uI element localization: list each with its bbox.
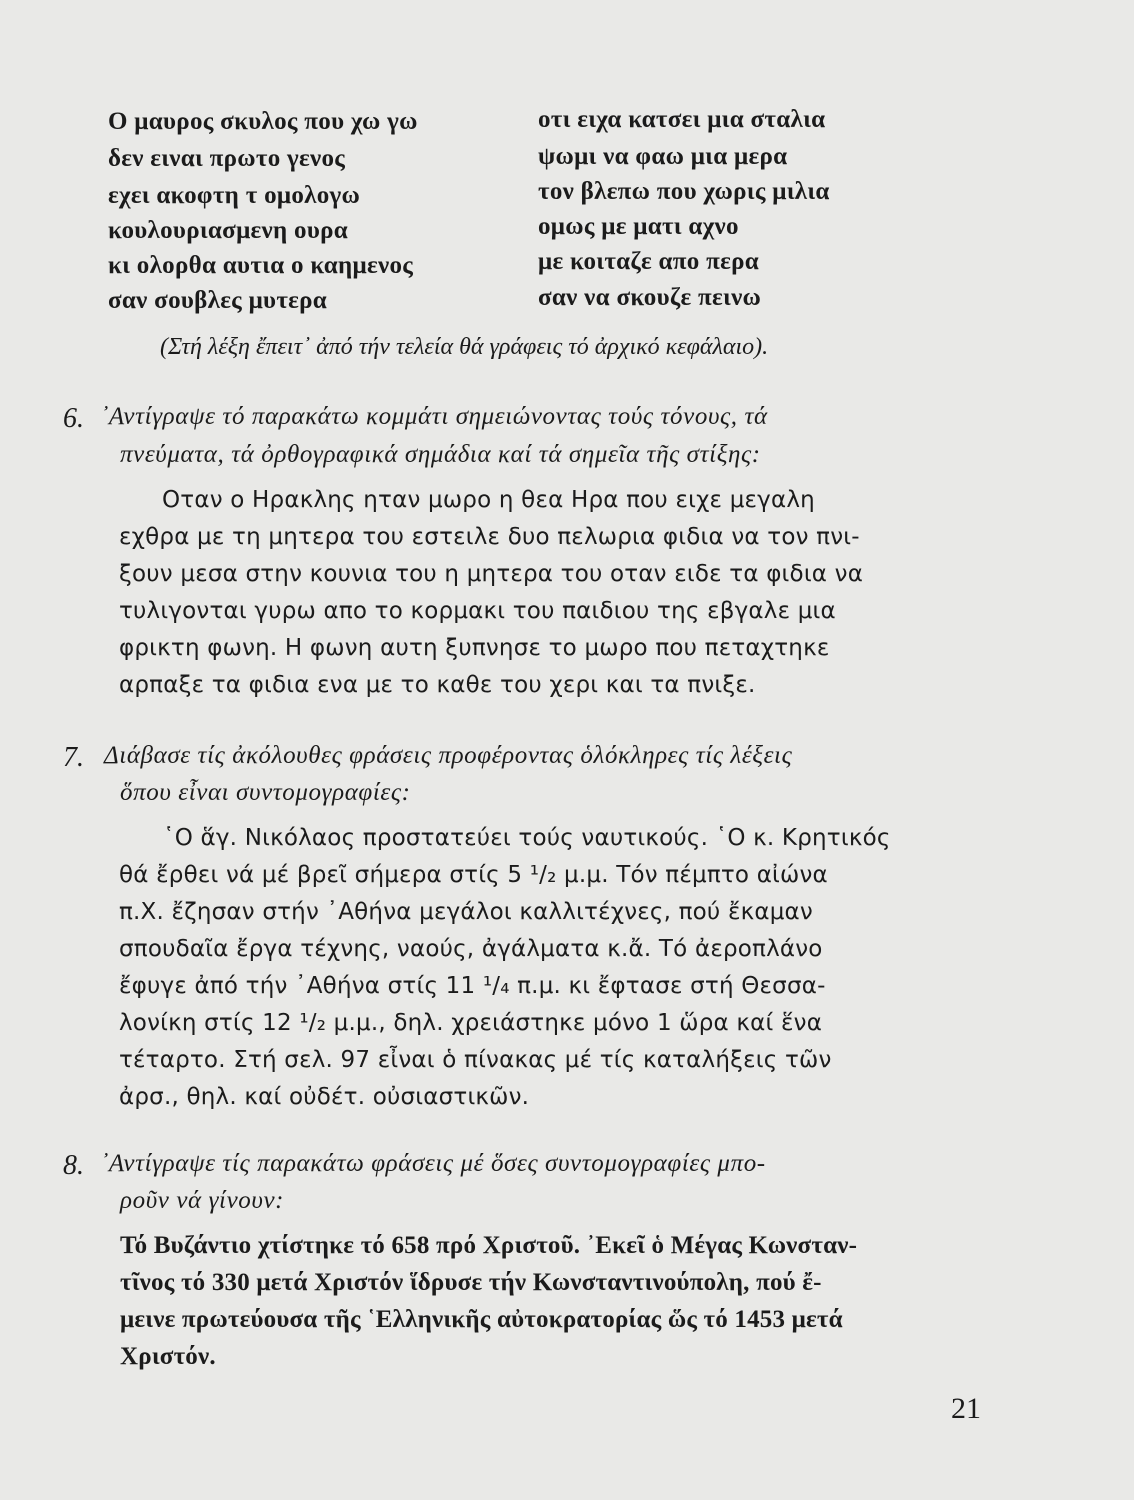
poem-left-line: σαν σουβλες μυτερα: [108, 287, 328, 314]
exercise-8-number: 8.: [63, 1150, 84, 1181]
poem-right-line: οτι ειχα κατσει μια σταλια: [538, 106, 826, 133]
poem-left-line: κουλουριασμενη ουρα: [108, 217, 349, 244]
exercise-8-instruction: ροῦν νά γίνουν:: [120, 1187, 285, 1214]
exercise-8-text-line: μεινε πρωτεύουσα τῆς ῾Ελληνικῆς αὐτοκρατορίας ὥς τό 1453 μετά: [120, 1306, 843, 1333]
exercise-8-text-line: Χριστόν.: [120, 1343, 216, 1370]
poem-right-line: με κοιταζε απο περα: [538, 248, 760, 275]
exercise-8-text-line: τῖνος τό 330 μετά Χριστόν ἵδρυσε τήν Κωνσταντινούπολη, πού ἔ-: [120, 1269, 822, 1296]
exercise-7-instruction: ὅπου εἶναι συντομογραφίες:: [120, 779, 411, 806]
exercise-7-text-line: τέταρτο. Στή σελ. 97 εἶναι ὁ πίνακας μέ τίς καταλήξεις τῶν: [119, 1047, 832, 1073]
exercise-7-text-line: ῾Ο ἅγ. Νικόλαος προστατεύει τούς ναυτικούς. ῾Ο κ. Κρητικός: [163, 825, 891, 851]
poem-right-line: ψωμι να φαω μια μερα: [538, 143, 788, 170]
exercise-8-instruction: ᾽Αντίγραψε τίς παρακάτω φράσεις μέ ὅσες συντομογραφίες μπο-: [100, 1150, 766, 1177]
poem-right-line: σαν να σκουζε πεινω: [538, 284, 762, 311]
exercise-6-instruction: ᾽Αντίγραψε τό παρακάτω κομμάτι σημειώνοντας τούς τόνους, τά: [100, 403, 768, 430]
poem-right-line: τον βλεπω που χωρις μιλια: [538, 178, 830, 205]
exercise-7-number: 7.: [63, 742, 84, 773]
exercise-6-instruction: πνεύματα, τά ὀρθογραφικά σημάδια καί τά σημεῖα τῆς στίξης:: [120, 441, 761, 468]
poem-left-line: κι ολορθα αυτια ο καημενος: [108, 252, 414, 279]
capitalization-note: (Στή λέξη ἔπειτ᾽ ἀπό τήν τελεία θά γράφεις τό ἀρχικό κεφάλαιο).: [160, 334, 769, 360]
poem-left-line: Ο μαυρος σκυλος που χω γω: [108, 108, 418, 135]
poem-right-line: ομως με ματι αχνο: [538, 213, 739, 240]
exercise-6-text-line: ξουν μεσα στην κουνια του η μητερα του οταν ειδε τα φιδια να: [119, 561, 864, 587]
exercise-6-text-line: φρικτη φωνη. Η φωνη αυτη ξυπνησε το μωρο που πεταχτηκε: [119, 635, 830, 661]
exercise-6-text-line: αρπαξε τα φιδια ενα με το καθε του χερι και τα πνιξε.: [119, 672, 756, 698]
exercise-6-text-line: Οταν ο Ηρακλης ηταν μωρο η θεα Ηρα που ειχε μεγαλη: [162, 487, 815, 513]
exercise-7-text-line: λονίκη στίς 12 ¹/₂ μ.μ., δηλ. χρειάστηκε μόνο 1 ὥρα καί ἕνα: [119, 1010, 823, 1036]
exercise-7-text-line: ἀρσ., θηλ. καί οὐδέτ. οὐσιαστικῶν.: [119, 1084, 530, 1110]
exercise-6-number: 6.: [63, 403, 84, 434]
exercise-7-text-line: π.Χ. ἔζησαν στήν ᾽Αθήνα μεγάλοι καλλιτέχνες, πού ἔκαμαν: [119, 899, 813, 925]
poem-left-line: εχει ακοφτη τ ομολογω: [108, 182, 361, 209]
page-number: 21: [951, 1392, 981, 1425]
exercise-6-text-line: τυλιγονται γυρω απο το κορμακι του παιδιου της εβγαλε μια: [119, 598, 836, 624]
exercise-8-text-line: Τό Βυζάντιο χτίστηκε τό 658 πρό Χριστοῦ. ᾽Εκεῖ ὁ Μέγας Κωνσταν-: [120, 1232, 858, 1259]
exercise-7-text-line: ἔφυγε ἀπό τήν ᾽Αθήνα στίς 11 ¹/₄ π.μ. κι ἔφτασε στή Θεσσα-: [119, 973, 826, 999]
exercise-7-text-line: θά ἔρθει νά μέ βρεῖ σήμερα στίς 5 ¹/₂ μ.μ. Τόν πέμπτο αἰώνα: [119, 862, 828, 888]
poem-left-line: δεν ειναι πρωτο γενος: [108, 145, 346, 172]
exercise-7-instruction: Διάβασε τίς ἀκόλουθες φράσεις προφέροντας ὁλόκληρες τίς λέξεις: [104, 742, 793, 769]
exercise-6-text-line: εχθρα με τη μητερα του εστειλε δυο πελωρια φιδια να τον πνι-: [119, 524, 860, 550]
exercise-7-text-line: σπουδαῖα ἔργα τέχνης, ναούς, ἀγάλματα κ.ἄ. Τό ἀεροπλάνο: [119, 936, 823, 962]
